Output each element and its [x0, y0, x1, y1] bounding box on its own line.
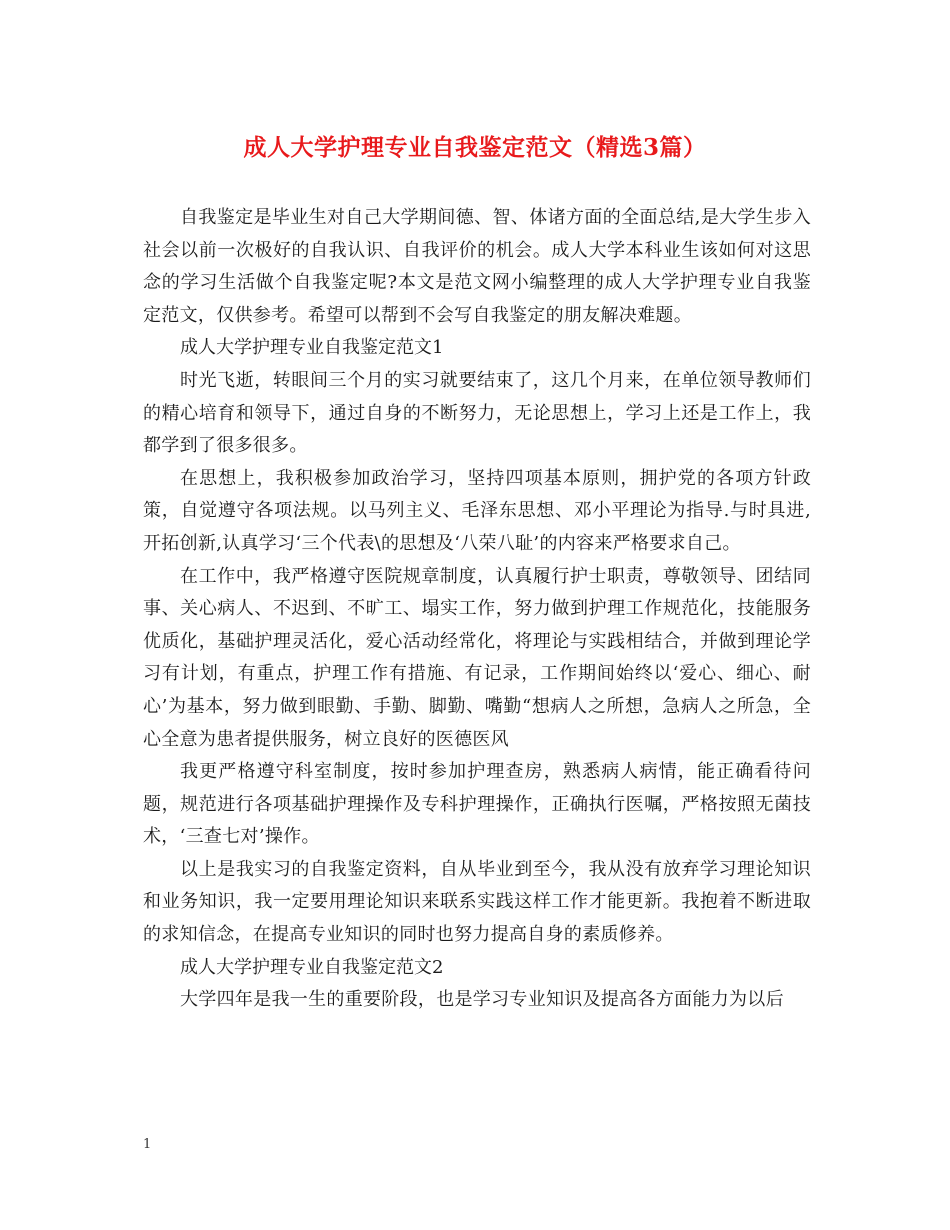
body-paragraph: 我更严格遵守科室制度，按时参加护理查房，熟悉病人病情，能正确看待问题，规范进行各项基础护理操作及专科护理操作，正确执行医嘱，严格按照无菌技术，‘三查七对’操作。 [143, 761, 811, 848]
body-paragraph: 在工作中，我严格遵守医院规章制度，认真履行护士职责，尊敬领导、团结同事、关心病人、不迟到、不旷工、塌实工作，努力做到护理工作规范化，技能服务优质化，基础护理灵活化，爱心活动经常化，将理论与实践相结合，并做到理论学习有计划，有重点，护理工作有措施、有记录，工作期间始终以‘爱心、细心、耐心’为基本，努力做到眼勤、手勤、脚勤、嘴勤“想病人之所想，急病人之所急，全心全意为患者提供服务，树立良好的医德医风 [143, 565, 811, 750]
body-paragraph: 时光飞逝，转眼间三个月的实习就要结束了，这几个月来，在单位领导教师们的精心培育和领导下，通过自身的不断努力，无论思想上，学习上还是工作上，我都学到了很多很多。 [143, 369, 811, 457]
section-heading-1: 成人大学护理专业自我鉴定范文1 [180, 337, 444, 359]
body-paragraph: 大学四年是我一生的重要阶段，也是学习专业知识及提高各方面能力为以后 [180, 989, 784, 1011]
body-paragraph: 在思想上，我积极参加政治学习，坚持四项基本原则，拥护党的各项方针政策，自觉遵守各项法规。以马列主义、毛泽东思想、邓小平理论为指导.与时具进,开拓创新,认真学习‘三个代表\的思想及‘八荣八耻’的内容来严格要求自己。 [143, 467, 811, 554]
document-body [143, 202, 811, 1017]
document-title: 成人大学护理专业自我鉴定范文（精选3篇） [243, 134, 707, 161]
section-heading-2: 成人大学护理专业自我鉴定范文2 [180, 956, 444, 978]
intro-paragraph: 自我鉴定是毕业生对自己大学期间德、智、体诸方面的全面总结,是大学生步入社会以前一次极好的自我认识、自我评价的机会。成人大学本科业生该如何对这思念的学习生活做个自我鉴定呢?本文是范文网小编整理的成人大学护理专业自我鉴定范文，仅供参考。希望可以帮到不会写自我鉴定的朋友解决难题。 [143, 207, 811, 326]
page-number: 1 [143, 1137, 152, 1152]
body-paragraph: 以上是我实习的自我鉴定资料，自从毕业到至今，我从没有放弃学习理论知识和业务知识，我一定要用理论知识来联系实践这样工作才能更新。我抱着不断进取的求知信念，在提高专业知识的同时也努力提高自身的素质修养。 [143, 858, 811, 946]
